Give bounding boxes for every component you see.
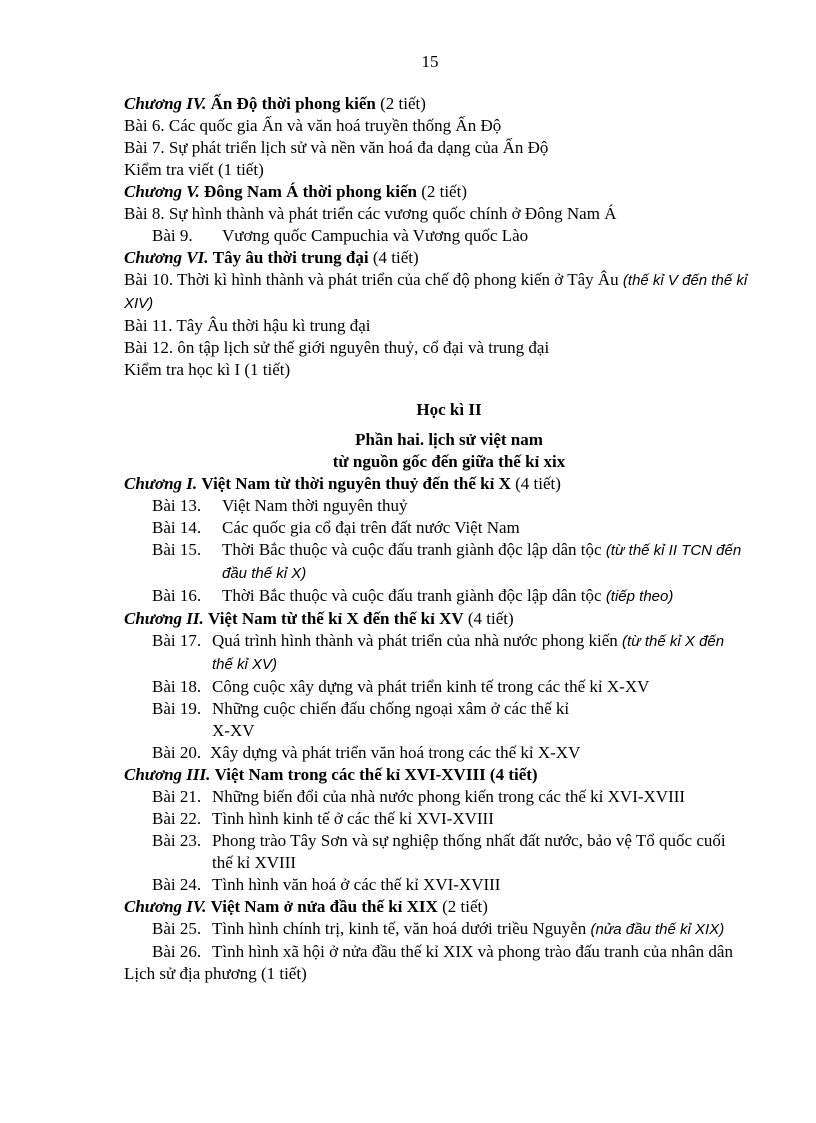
chapter-hours: (2 tiết): [380, 94, 426, 113]
lesson-number: Bài 25.: [152, 919, 202, 938]
chapter-heading: [124, 764, 744, 786]
lesson-text: Việt Nam thời nguyên thuỷ: [222, 496, 408, 515]
lesson-line: [152, 539, 744, 585]
chapter-title: Việt Nam trong các thế kỉ XVI-XVIII (4 tiết): [214, 765, 538, 784]
lesson-number: Bài 17.: [152, 631, 202, 650]
lesson-text: Xây dựng và phát triển văn hoá trong các thế kỉ X-XV: [210, 743, 581, 762]
lesson-line: [124, 269, 764, 315]
local-history-line: Lịch sử địa phương (1 tiết): [124, 964, 307, 983]
lesson-line: [152, 585, 744, 608]
lesson-line: [152, 698, 744, 742]
test-line: Kiểm tra học kì I (1 tiết): [124, 360, 291, 379]
lesson-line: [152, 225, 744, 247]
chapter-hours: (4 tiết): [467, 609, 514, 628]
chapter-heading: [124, 181, 744, 203]
lesson-text: Công cuộc xây dựng và phát triển kinh tế trong các thế kỉ X-XV: [212, 677, 650, 696]
lesson-number: Bài 18.: [152, 677, 202, 696]
lesson-text-main: Những cuộc chiến đấu chống ngoại xâm ở các thế kỉ: [212, 699, 570, 718]
lesson-note: (nửa đầu thế kỉ XIX): [590, 921, 725, 938]
lesson-text: Phong trào Tây Sơn và sự nghiệp thống nhất đất nước, bảo vệ Tổ quốc cuối thế kỉ XVIII: [212, 831, 726, 872]
chapter-label: Chương IV.: [124, 897, 207, 916]
lesson-text-main: Tình hình chính trị, kinh tế, văn hoá dưới triều Nguyễn: [212, 919, 587, 938]
lesson-text: [222, 539, 744, 585]
chapter-hours: (2 tiết): [442, 897, 488, 916]
lesson-number: Bài 26.: [152, 942, 202, 961]
lesson-text: Tình hình kinh tế ở các thế kỉ XVI-XVIII: [212, 809, 494, 828]
lesson-line: Bài 8. Sự hình thành và phát triển các vương quốc chính ở Đông Nam Á: [124, 204, 617, 223]
page-number: 15: [421, 52, 439, 71]
syllabus-content: [124, 93, 748, 985]
semester-heading: Học kì II: [416, 400, 482, 419]
chapter-title: Việt Nam ở nửa đầu thế kỉ XIX: [210, 897, 438, 916]
lesson-number: Bài 21.: [152, 787, 202, 806]
lesson-text-main: Quá trình hình thành và phát triển của nhà nước phong kiến: [212, 631, 618, 650]
chapter-heading: [124, 896, 744, 918]
lesson-line: [152, 495, 744, 517]
lesson-line: Bài 7. Sự phát triển lịch sử và nền văn hoá đa dạng của Ấn Độ: [124, 138, 549, 157]
lesson-line: [152, 676, 744, 698]
chapter-title: Tây âu thời trung đại: [212, 248, 369, 267]
chapter-label: Chương II.: [124, 609, 204, 628]
chapter-title: Đông Nam Á thời phong kiến: [203, 182, 417, 201]
chapter-heading: [124, 247, 744, 269]
lesson-line: [152, 517, 744, 539]
lesson-text-cont: X-XV: [212, 721, 255, 740]
lesson-line: [152, 786, 744, 808]
lesson-number: Bài 24.: [152, 875, 202, 894]
lesson-text-main: Thời Bắc thuộc và cuộc đấu tranh giành độc lập dân tộc: [222, 586, 602, 605]
chapter-label: Chương I.: [124, 474, 198, 493]
chapter-label: Chương IV.: [124, 94, 207, 113]
test-line: Kiểm tra viết (1 tiết): [124, 160, 264, 179]
chapter-hours: (4 tiết): [372, 248, 419, 267]
lesson-number: Bài 16.: [152, 586, 202, 605]
lesson-number: Bài 14.: [152, 518, 202, 537]
chapter-label: Chương VI.: [124, 248, 209, 267]
lesson-number: Bài 15.: [152, 540, 202, 559]
lesson-text: Bài 10. Thời kì hình thành và phát triển của chế độ phong kiến ở Tây Âu: [124, 270, 619, 289]
lesson-note: (từ thế kỉ II TCN đến đầu thế kỉ X): [222, 542, 742, 582]
lesson-note: (thế kỉ V đến thế kỉ XIV): [124, 272, 748, 312]
lesson-number: Bài 23.: [152, 831, 202, 850]
lesson-text: Các quốc gia cổ đại trên đất nước Việt Nam: [222, 518, 520, 537]
lesson-line: [152, 630, 744, 676]
lesson-line: Bài 11. Tây Âu thời hậu kì trung đại: [124, 316, 371, 335]
chapter-title: Ấn Độ thời phong kiến: [210, 94, 376, 113]
lesson-text: Tình hình xã hội ở nửa đầu thế kỉ XIX và phong trào đấu tranh của nhân dân: [212, 942, 733, 961]
chapter-heading: [124, 608, 744, 630]
lesson-text: [212, 698, 744, 742]
lesson-number: Bài 22.: [152, 809, 202, 828]
chapter-label: Chương III.: [124, 765, 211, 784]
lesson-text: [222, 585, 744, 608]
chapter-title: Việt Nam từ thời nguyên thuỷ đến thế kỉ X: [201, 474, 511, 493]
lesson-text: Vương quốc Campuchia và Vương quốc Lào: [222, 226, 529, 245]
lesson-line: [152, 874, 744, 896]
lesson-number: Bài 9.: [152, 226, 193, 245]
lesson-line: [152, 918, 744, 941]
chapter-heading: [124, 473, 744, 495]
chapter-label: Chương V.: [124, 182, 200, 201]
lesson-text: [212, 918, 744, 941]
chapter-hours: (2 tiết): [421, 182, 467, 201]
part-title: Phần hai. lịch sử việt nam: [355, 430, 543, 449]
lesson-line: [152, 941, 744, 963]
chapter-heading: [124, 93, 744, 115]
lesson-note: (tiếp theo): [605, 588, 674, 605]
lesson-line: [152, 830, 744, 874]
lesson-line: Bài 6. Các quốc gia Ấn và văn hoá truyền thống Ấn Độ: [124, 116, 502, 135]
lesson-number: Bài 20.: [152, 743, 202, 762]
lesson-text: Tình hình văn hoá ở các thế kỉ XVI-XVIII: [212, 875, 501, 894]
lesson-text: [212, 630, 744, 676]
part-subtitle: từ nguồn gốc đến giữa thế kỉ xix: [332, 452, 566, 471]
lesson-number: Bài 13.: [152, 496, 202, 515]
lesson-number: Bài 19.: [152, 699, 202, 718]
lesson-note: (từ thế kỉ X đến thế kỉ XV): [212, 633, 725, 673]
lesson-text-main: Thời Bắc thuộc và cuộc đấu tranh giành độc lập dân tộc: [222, 540, 602, 559]
lesson-line: [152, 742, 744, 764]
chapter-hours: (4 tiết): [515, 474, 561, 493]
lesson-line: Bài 12. ôn tập lịch sử thế giới nguyên thuỷ, cổ đại và trung đại: [124, 338, 550, 357]
lesson-text: Những biến đổi của nhà nước phong kiến trong các thế kỉ XVI-XVIII: [212, 787, 686, 806]
lesson-line: [152, 808, 744, 830]
chapter-title: Việt Nam từ thế kỉ X đến thế kỉ XV: [208, 609, 464, 628]
